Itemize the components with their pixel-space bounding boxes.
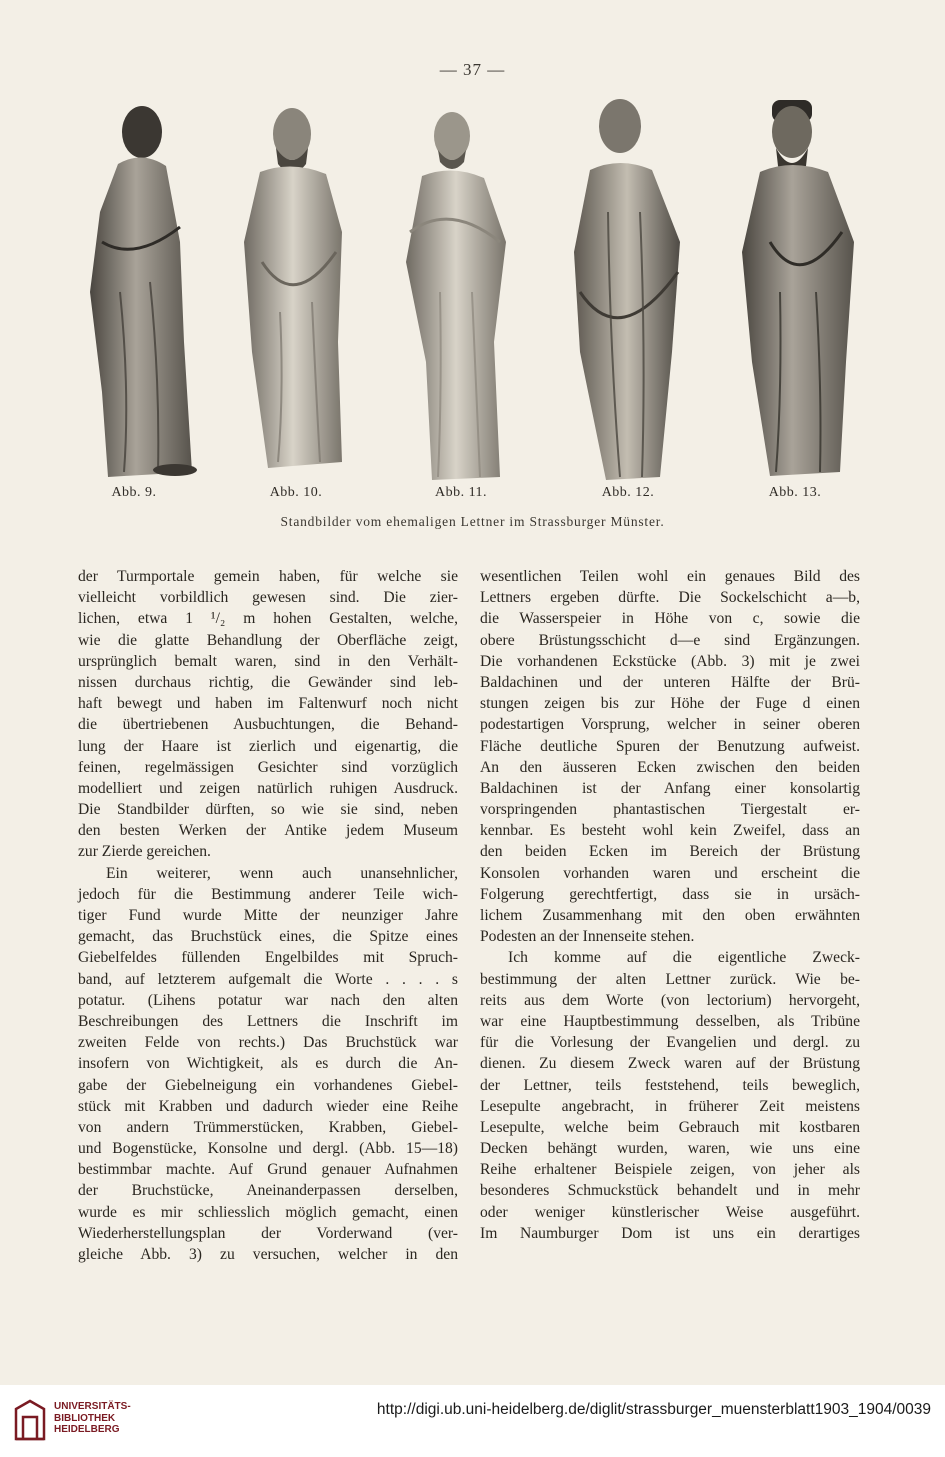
text-line: von andern Trümmerstücken, Krabben, Giebel- xyxy=(78,1118,458,1136)
text-line: besonderes Schmuckstück behandelt und in mehr xyxy=(480,1182,860,1200)
text-line: Fläche deutliche Spuren der Benutzung aufweist. xyxy=(480,737,860,755)
text-line: Baldachinen ist der Anfang einer konsolartig xyxy=(480,779,860,797)
figure-label-abb-12: Abb. 12. xyxy=(601,485,655,500)
text-line: zweiten Felde von rechts.) Das Bruchstück war xyxy=(78,1034,458,1052)
statue-figures xyxy=(80,92,870,492)
library-name-line: UNIVERSITÄTS- xyxy=(54,1401,131,1412)
text-line: jedoch für die Bestimmung anderer Teile wich- xyxy=(78,885,458,903)
text-line: Im Naumburger Dom ist uns ein derartiges xyxy=(480,1224,860,1242)
text-line: tiger Fund wurde Mitte der neunziger Jahre xyxy=(78,907,458,924)
source-url-link[interactable]: http://digi.ub.uni-heidelberg.de/diglit/strassburger_muensterblatt1903_1904/0039 xyxy=(376,1401,931,1418)
statue-abb-12 xyxy=(574,99,680,480)
text-line: lung der Haare ist zierlich und eigenartig, die xyxy=(78,737,458,755)
text-line: gleiche Abb. 3) zu versuchen, welcher in den xyxy=(78,1246,458,1263)
digitization-footer xyxy=(0,1385,945,1457)
text-line: der Lettner, teils feststehend, teils beweglich, xyxy=(480,1076,860,1094)
text-line: Folgerung gerechtfertigt, dass sie in ursäch- xyxy=(480,885,860,903)
figure-caption: Standbilder vom ehemaligen Lettner im Strassburger Münster. xyxy=(280,514,665,529)
text-line: modelliert und zeigen natürlich ruhigen Ausdruck. xyxy=(78,779,458,797)
text-line: wesentlichen Teilen wohl ein genaues Bild des xyxy=(480,568,860,585)
text-line: vorspringenden phantastischen Tiergestalt er- xyxy=(480,801,860,819)
text-line: lichen, etwa 1 ¹/₂ m hohen Gestalten, welche, xyxy=(78,610,458,628)
text-line: An den äusseren Ecken zwischen den beiden xyxy=(480,758,860,776)
text-line: Wiederherstellungsplan der Vorderwand (ver- xyxy=(78,1224,458,1242)
statue-abb-13 xyxy=(742,100,854,476)
text-line: Podesten an der Innenseite stehen. xyxy=(480,928,695,946)
text-line: die übertriebenen Ausbuchtungen, die Behand- xyxy=(78,716,458,734)
text-line: vielleicht vorbildlich gewesen sind. Die zier- xyxy=(78,589,458,607)
left-text-column xyxy=(78,566,458,1265)
text-line: podestartigen Vorsprung, welcher in seiner oberen xyxy=(480,716,860,734)
text-line: für die Vorlesung der Evangelien und dergl. zu xyxy=(480,1034,860,1052)
text-line: obere Brüstungsschicht d—e sind Ergänzungen. xyxy=(480,631,860,649)
statue-photographs xyxy=(80,92,870,492)
text-line: Lesepulte angebracht, in früherer Zeit meistens xyxy=(480,1097,860,1115)
text-line: dienen. Zu diesem Zweck waren auf der Brüstung xyxy=(480,1055,860,1073)
text-line: kennbar. Es besteht wohl kein Zweifel, dass an xyxy=(480,822,860,840)
library-name-line: BIBLIOTHEK xyxy=(54,1412,116,1424)
text-line: den besten Werken der Antike jedem Museum xyxy=(78,822,458,840)
text-line: gabe der Giebelneigung ein vorhandenes Giebel- xyxy=(78,1076,458,1094)
text-line: nissen durchaus richtig, die Gewänder sind leb- xyxy=(78,673,458,691)
text-line: zur Zierde gereichen. xyxy=(78,843,211,861)
text-line: Decken behängt wurden, waren, wie uns eine xyxy=(480,1140,860,1158)
text-line: haft bewegt und haben im Faltenwurf noch nicht xyxy=(78,695,458,713)
text-line: den beiden Ecken im Bereich der Brüstung xyxy=(480,843,860,861)
university-library-logo-icon xyxy=(12,1399,48,1441)
text-line: feinen, regelmässigen Gesichter sind vorzüglich xyxy=(78,758,458,776)
text-line: Lesepulte, welche beim Gebrauch mit kostbaren xyxy=(480,1118,860,1136)
text-line: Reihe erhaltener Beispiele zeigen, von jeher als xyxy=(480,1161,860,1179)
figure-label-abb-9: Abb. 9. xyxy=(111,485,157,500)
text-line: ursprünglich bemalt waren, sind in den Verhält- xyxy=(78,652,458,670)
text-line: lichem Zusammenhang mit den oben erwähnten xyxy=(480,907,860,924)
statue-abb-10 xyxy=(244,108,342,468)
text-line: die Wasserspeier in Höhe von c, sowie die xyxy=(480,610,860,628)
statue-abb-11 xyxy=(406,112,506,480)
figure-label-abb-13: Abb. 13. xyxy=(768,485,822,500)
text-line: band, auf letzterem aufgemalt die Worte . . . . s xyxy=(78,970,458,988)
text-line: Konsolen vorhanden waren und erscheint die xyxy=(480,864,860,882)
text-line: Ein weiterer, wenn auch unansehnlicher, xyxy=(106,864,458,882)
text-line: oder weniger künstlerischer Weise ausgeführt. xyxy=(480,1203,860,1221)
text-line: potatur. (Lihens potatur war nach den alten xyxy=(78,991,458,1009)
right-text-column xyxy=(480,566,860,1244)
figure-label-abb-10: Abb. 10. xyxy=(269,485,323,500)
text-line: und Bogenstücke, Konsolne und dergl. (Abb. 15—18) xyxy=(78,1140,458,1158)
text-line: reits aus dem Worte (von lectorium) hervorgeht, xyxy=(480,991,860,1009)
text-line: der Turmportale gemein haben, für welche sie xyxy=(78,568,458,585)
text-line: stungen zeigen bis zur Höhe der Fuge d einen xyxy=(480,695,860,713)
library-name-line: HEIDELBERG xyxy=(54,1424,120,1435)
text-line: der Bruchstücke, Aneinanderpassen derselben, xyxy=(78,1182,458,1200)
page-number: — 37 — xyxy=(439,60,506,79)
statue-abb-9 xyxy=(90,106,197,477)
text-line: Giebelfeldes füllenden Engelbildes mit Spruch- xyxy=(78,949,458,967)
text-line: wie die glatte Behandlung der Oberfläche zeigt, xyxy=(78,631,458,649)
text-line: Die Standbilder dürften, so wie sie sind, neben xyxy=(78,801,458,819)
figure-label-abb-11: Abb. 11. xyxy=(434,485,488,500)
text-line: bestimmung der alten Lettner zurück. Wie be- xyxy=(480,970,860,988)
text-line: stück mit Krabben und dadurch wieder eine Reihe xyxy=(78,1097,458,1115)
text-line: Beschreibungen des Lettners die Inschrift im xyxy=(78,1012,458,1030)
text-line: Baldachinen und der unteren Hälfte der Brü- xyxy=(480,673,860,691)
text-line: war eine Hauptbestimmung desselben, als Tribüne xyxy=(480,1012,860,1030)
library-name xyxy=(54,1401,131,1436)
text-line: insofern von Wichtigkeit, als es durch die An- xyxy=(78,1055,458,1073)
text-line: Die vorhandenen Eckstücke (Abb. 3) mit je zwei xyxy=(480,652,860,670)
text-line: bestimmbar machte. Auf Grund genauer Aufnahmen xyxy=(78,1161,458,1179)
text-line: gemacht, das Bruchstück eines, die Spitze eines xyxy=(78,928,458,946)
text-line: Lettners ergeben dürfte. Die Sockelschicht a—b, xyxy=(480,589,860,607)
text-line: Ich komme auf die eigentliche Zweck- xyxy=(508,949,860,967)
text-line: wurde es mir schliesslich möglich gemacht, einen xyxy=(78,1203,458,1221)
